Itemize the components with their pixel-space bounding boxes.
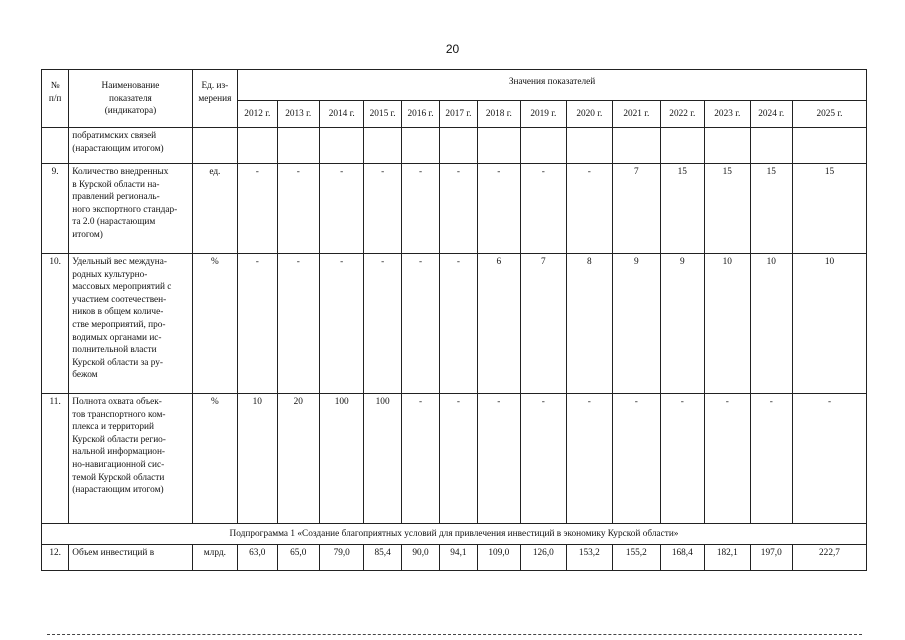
indicators-table <box>41 69 867 571</box>
value-cell: - <box>277 254 319 394</box>
value-cell: - <box>440 394 477 524</box>
value-cell: - <box>401 394 439 524</box>
value-cell: 15 <box>750 164 792 254</box>
value-cell <box>477 128 520 164</box>
value-cell <box>521 128 566 164</box>
value-cell: 79,0 <box>319 545 363 571</box>
header-num: № п/п <box>42 70 69 128</box>
value-cell: 109,0 <box>477 545 520 571</box>
page-number: 20 <box>445 42 460 56</box>
value-cell <box>364 128 401 164</box>
subprogram-title: Подпрограмма 1 «Создание благоприятных условий для привлечения инвестиций в экономику Курской области» <box>42 524 867 545</box>
value-cell: 90,0 <box>401 545 439 571</box>
value-cell <box>705 128 750 164</box>
value-cell: - <box>364 164 401 254</box>
value-cell <box>440 128 477 164</box>
unit-cell: % <box>192 254 237 394</box>
value-cell: - <box>440 254 477 394</box>
row-number: 10. <box>42 254 69 394</box>
value-cell: - <box>319 254 363 394</box>
value-cell: - <box>440 164 477 254</box>
header-year: 2014 г. <box>319 101 363 128</box>
row-number: 9. <box>42 164 69 254</box>
header-values: Значения показателей <box>238 70 867 101</box>
value-cell: 85,4 <box>364 545 401 571</box>
value-cell: - <box>750 394 792 524</box>
table-row <box>42 394 867 524</box>
value-cell <box>750 128 792 164</box>
subprogram-row <box>42 524 867 545</box>
value-cell: 7 <box>521 254 566 394</box>
value-cell: 10 <box>238 394 277 524</box>
value-cell: - <box>277 164 319 254</box>
value-cell: - <box>660 394 704 524</box>
indicator-name: Полнота охвата объек- тов транспортного ком- плекса и территорий Курской области регио- нальной информацион- но-навигационной сис- темой Курской области (нарастающим итогом) <box>69 394 192 524</box>
value-cell: 100 <box>364 394 401 524</box>
header-name: Наименование показателя (индикатора) <box>69 70 192 128</box>
value-cell: 15 <box>705 164 750 254</box>
value-cell <box>401 128 439 164</box>
unit-cell: ед. <box>192 164 237 254</box>
value-cell: 168,4 <box>660 545 704 571</box>
row-number: 12. <box>42 545 69 571</box>
value-cell: 100 <box>319 394 363 524</box>
value-cell: 126,0 <box>521 545 566 571</box>
row-number: 11. <box>42 394 69 524</box>
header-year: 2024 г. <box>750 101 792 128</box>
value-cell: 65,0 <box>277 545 319 571</box>
value-cell: 7 <box>613 164 661 254</box>
value-cell: - <box>792 394 866 524</box>
header-year: 2019 г. <box>521 101 566 128</box>
value-cell <box>238 128 277 164</box>
page-bottom-line <box>47 634 862 636</box>
value-cell: 9 <box>660 254 704 394</box>
value-cell <box>277 128 319 164</box>
header-year: 2025 г. <box>792 101 866 128</box>
value-cell: 6 <box>477 254 520 394</box>
value-cell: 222,7 <box>792 545 866 571</box>
value-cell: 10 <box>792 254 866 394</box>
header-year: 2023 г. <box>705 101 750 128</box>
value-cell: 9 <box>613 254 661 394</box>
unit-cell <box>192 128 237 164</box>
table-row <box>42 545 867 571</box>
value-cell: - <box>238 254 277 394</box>
header-year: 2013 г. <box>277 101 319 128</box>
value-cell: - <box>521 164 566 254</box>
indicator-name: побратимских связей (нарастающим итогом) <box>69 128 192 164</box>
header-year: 2021 г. <box>613 101 661 128</box>
value-cell: - <box>566 164 613 254</box>
value-cell: 94,1 <box>440 545 477 571</box>
value-cell: - <box>477 164 520 254</box>
value-cell: - <box>319 164 363 254</box>
value-cell: - <box>613 394 661 524</box>
value-cell: 10 <box>750 254 792 394</box>
value-cell: - <box>401 164 439 254</box>
value-cell: 10 <box>705 254 750 394</box>
value-cell: - <box>401 254 439 394</box>
unit-cell: млрд. <box>192 545 237 571</box>
row-number <box>42 128 69 164</box>
unit-cell: % <box>192 394 237 524</box>
value-cell: - <box>477 394 520 524</box>
value-cell: - <box>521 394 566 524</box>
value-cell: 197,0 <box>750 545 792 571</box>
indicator-name: Удельный вес междуна- родных культурно- массовых мероприятий с участием соотечествен- ников в общем количе- стве мероприятий, про- водимых органами ис- полнительной власти Курской области за ру- бежом <box>69 254 192 394</box>
header-year: 2016 г. <box>401 101 439 128</box>
indicator-name: Количество внедренных в Курской области на- правлений региональ- ного экспортного стандар- та 2.0 (нарастающим итогом) <box>69 164 192 254</box>
indicator-name: Объем инвестиций в <box>69 545 192 571</box>
value-cell: 8 <box>566 254 613 394</box>
value-cell <box>319 128 363 164</box>
value-cell: 63,0 <box>238 545 277 571</box>
table-row <box>42 128 867 164</box>
value-cell: 20 <box>277 394 319 524</box>
value-cell: 182,1 <box>705 545 750 571</box>
value-cell: - <box>364 254 401 394</box>
value-cell: - <box>705 394 750 524</box>
header-year: 2017 г. <box>440 101 477 128</box>
header-year: 2015 г. <box>364 101 401 128</box>
header-year: 2020 г. <box>566 101 613 128</box>
header-year: 2022 г. <box>660 101 704 128</box>
value-cell <box>792 128 866 164</box>
value-cell <box>660 128 704 164</box>
table-row <box>42 164 867 254</box>
value-cell: 15 <box>660 164 704 254</box>
value-cell: 153,2 <box>566 545 613 571</box>
value-cell <box>566 128 613 164</box>
value-cell: - <box>566 394 613 524</box>
table-row <box>42 254 867 394</box>
value-cell: 155,2 <box>613 545 661 571</box>
value-cell: - <box>238 164 277 254</box>
header-year: 2018 г. <box>477 101 520 128</box>
value-cell <box>613 128 661 164</box>
value-cell: 15 <box>792 164 866 254</box>
header-unit: Ед. из- мерения <box>192 70 237 128</box>
header-year: 2012 г. <box>238 101 277 128</box>
